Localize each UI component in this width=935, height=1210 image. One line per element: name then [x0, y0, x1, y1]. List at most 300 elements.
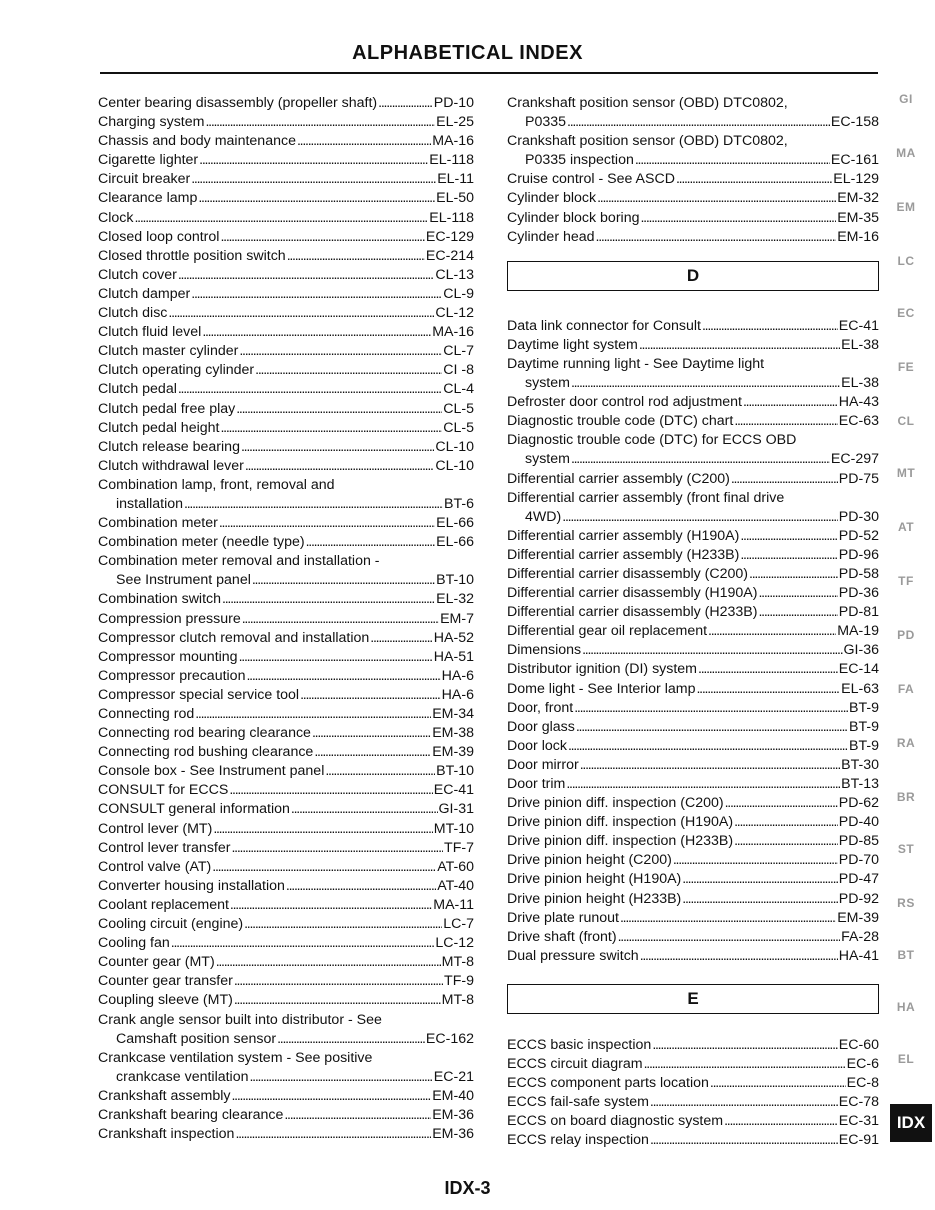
- entry-line: [98, 285, 474, 304]
- dot-leader: [640, 947, 838, 966]
- dot-leader: [235, 1125, 431, 1144]
- dot-leader: [171, 934, 435, 953]
- entry-page-ref: EM-38: [432, 725, 474, 742]
- dot-leader: [220, 419, 442, 438]
- entry-text: Coupling sleeve (MT): [98, 992, 233, 1009]
- entry-page-ref: AT-40: [437, 877, 474, 894]
- index-entry: [98, 438, 474, 457]
- dot-leader: [566, 775, 840, 794]
- entry-page-ref: MA-11: [433, 896, 474, 913]
- index-entry: [98, 610, 474, 629]
- entry-line: [98, 858, 474, 877]
- entry-line: [507, 909, 879, 928]
- index-entry: [507, 470, 879, 489]
- index-entry: [98, 896, 474, 915]
- entry-text: Closed throttle position switch: [98, 247, 286, 264]
- entry-page-ref: EC-129: [425, 228, 474, 245]
- entry-text: Drive plate runout: [507, 909, 619, 926]
- entry-page-ref: EL-32: [436, 591, 474, 608]
- dot-leader: [734, 832, 838, 851]
- entry-line: [98, 667, 474, 686]
- section-tab-tf[interactable]: TF: [898, 574, 914, 588]
- entry-line: [98, 209, 474, 228]
- section-tab-bt[interactable]: BT: [897, 948, 915, 962]
- entry-text: Center bearing disassembly (propeller shaft): [98, 95, 378, 111]
- entry-text: Diagnostic trouble code (DTC) chart: [507, 413, 734, 430]
- dot-leader: [195, 705, 431, 724]
- dot-leader: [286, 877, 436, 896]
- entry-text: Combination meter (needle type): [98, 534, 305, 551]
- dot-leader: [184, 495, 443, 514]
- entry-page-ref: EL-25: [436, 114, 474, 131]
- entry-text: Control lever transfer: [98, 839, 231, 856]
- index-entry: [507, 1036, 879, 1055]
- dot-leader: [725, 794, 838, 813]
- entry-page-ref: BT-13: [841, 776, 879, 792]
- index-entry: [507, 355, 879, 393]
- entry-page-ref: BT-9: [849, 737, 879, 754]
- section-tab-mt[interactable]: MT: [896, 466, 916, 480]
- entry-page-ref: EL-118: [429, 209, 474, 226]
- entry-page-ref: MT-8: [441, 954, 474, 971]
- entry-line: [507, 680, 879, 699]
- entry-page-ref: PD-92: [838, 890, 879, 907]
- entry-line: [98, 743, 474, 762]
- entry-line: [98, 724, 474, 743]
- entry-line: [507, 565, 879, 584]
- entry-line: [507, 947, 879, 966]
- index-entry: [98, 972, 474, 991]
- index-entry: [507, 1131, 879, 1150]
- entry-page-ref: EM-34: [432, 706, 474, 722]
- entry-page-ref: EL-63: [841, 680, 879, 697]
- index-entry: [507, 489, 879, 527]
- entry-page-ref: TF-9: [444, 973, 474, 990]
- entry-text: Dual pressure switch: [507, 947, 639, 964]
- entry-text: Circuit breaker: [98, 171, 191, 188]
- index-entry: [98, 1106, 474, 1125]
- entry-text: Compression pressure: [98, 610, 241, 627]
- entry-text: Compressor precaution: [98, 667, 246, 684]
- entry-line: [98, 94, 474, 113]
- entry-text: Differential carrier assembly (H190A): [507, 527, 740, 544]
- index-entry: [507, 584, 879, 603]
- dot-leader: [231, 839, 443, 858]
- section-tab-idx[interactable]: IDX: [890, 1104, 932, 1142]
- entry-text: Differential carrier disassembly (C200): [507, 565, 749, 582]
- entry-page-ref: PD-52: [838, 527, 879, 544]
- entry-line: [98, 151, 474, 170]
- entry-text: crankcase ventilation: [116, 1068, 249, 1085]
- entry-line: [98, 457, 474, 476]
- dot-leader: [650, 1131, 838, 1150]
- index-entry: [98, 629, 474, 648]
- entry-text: Data link connector for Consult: [507, 317, 701, 334]
- section-tab-ra[interactable]: RA: [896, 736, 916, 750]
- entry-line: [98, 342, 474, 361]
- entry-page-ref: EC-60: [838, 1036, 879, 1053]
- entry-page-ref: GI-36: [843, 642, 879, 659]
- index-entry: [98, 1049, 474, 1087]
- entry-page-ref: MA-16: [432, 133, 474, 150]
- entry-line: [98, 877, 474, 896]
- index-entry: [507, 336, 879, 355]
- entry-page-ref: CL-9: [443, 285, 474, 302]
- title-rule: [100, 72, 878, 74]
- entry-text: Combination switch: [98, 591, 222, 608]
- entry-line: [98, 533, 474, 552]
- entry-page-ref: EM-35: [837, 209, 879, 226]
- entry-line: [98, 266, 474, 285]
- index-entry: [98, 953, 474, 972]
- section-tab-st[interactable]: ST: [897, 842, 915, 856]
- section-tab-cl[interactable]: CL: [897, 414, 915, 428]
- dot-leader: [582, 641, 842, 660]
- dot-leader: [250, 1068, 433, 1087]
- index-entry: [98, 514, 474, 533]
- index-entry: [98, 94, 474, 113]
- entry-page-ref: EM-40: [432, 1087, 474, 1104]
- index-entry: [98, 590, 474, 609]
- section-tab-fa[interactable]: FA: [897, 682, 915, 696]
- entry-line: [98, 686, 474, 705]
- index-entry: [507, 412, 879, 431]
- dot-leader: [291, 800, 438, 819]
- entry-line: [98, 228, 474, 247]
- dot-leader: [710, 1074, 846, 1093]
- entry-line: [507, 775, 879, 794]
- entry-text: Drive pinion height (H190A): [507, 871, 682, 888]
- entry-text: Connecting rod: [98, 706, 195, 722]
- entry-page-ref: PD-47: [838, 871, 879, 888]
- entry-page-ref: HA-51: [433, 648, 474, 665]
- dot-leader: [378, 94, 433, 113]
- entry-line: [98, 361, 474, 380]
- entry-page-ref: CL-4: [443, 381, 474, 398]
- entry-line: [98, 1068, 474, 1087]
- dot-leader: [297, 132, 431, 151]
- entry-page-ref: PD-81: [838, 604, 879, 621]
- entry-page-ref: LC-7: [443, 916, 474, 933]
- entry-text: Clutch operating cylinder: [98, 362, 255, 379]
- entry-page-ref: EL-38: [841, 375, 879, 392]
- entry-text: Clock: [98, 209, 134, 226]
- dot-leader: [244, 915, 442, 934]
- section-tab-lc[interactable]: LC: [897, 254, 915, 268]
- entry-text: Drive pinion diff. inspection (C200): [507, 795, 724, 812]
- dot-leader: [682, 870, 837, 889]
- entry-text: Dimensions: [507, 642, 582, 659]
- dot-leader: [644, 1055, 846, 1074]
- index-entry: [507, 890, 879, 909]
- page-title: ALPHABETICAL INDEX: [352, 42, 583, 64]
- entry-line: [98, 800, 474, 819]
- entry-line: [507, 794, 879, 813]
- dot-leader: [191, 285, 442, 304]
- index-entry: [507, 680, 879, 699]
- index-entry: [98, 476, 474, 514]
- dot-leader: [255, 361, 442, 380]
- entry-page-ref: MA-19: [837, 623, 879, 640]
- entry-text: ECCS component parts location: [507, 1075, 709, 1092]
- dot-leader: [216, 953, 441, 972]
- index-entry: [98, 400, 474, 419]
- dot-leader: [199, 151, 428, 170]
- entry-page-ref: EC-158: [830, 114, 879, 131]
- entry-text: Clutch withdrawal lever: [98, 457, 244, 474]
- dot-leader: [731, 470, 838, 489]
- entry-line: [507, 1112, 879, 1131]
- entry-line: [507, 113, 879, 132]
- index-entry: [98, 762, 474, 781]
- entry-page-ref: GI-31: [438, 801, 474, 818]
- entry-text: Clutch release bearing: [98, 438, 240, 455]
- entry-text: Crankshaft assembly: [98, 1087, 231, 1104]
- dot-leader: [229, 781, 432, 800]
- section-tab-ha[interactable]: HA: [896, 1000, 916, 1014]
- entry-text: Differential carrier disassembly (H233B): [507, 604, 758, 621]
- entry-page-ref: EC-63: [838, 413, 879, 430]
- entry-page-ref: CL-10: [435, 457, 474, 474]
- dot-leader: [635, 151, 830, 170]
- index-entry: [98, 533, 474, 552]
- entry-text: Diagnostic trouble code (DTC) for ECCS OBD: [507, 432, 797, 449]
- entry-text: Connecting rod bushing clearance: [98, 744, 314, 761]
- entry-text: Cooling circuit (engine): [98, 916, 244, 933]
- entry-line: [98, 419, 474, 438]
- entry-text: P0335: [525, 114, 567, 131]
- dot-leader: [220, 228, 424, 247]
- dot-leader: [212, 858, 436, 877]
- entry-line: [507, 1131, 879, 1150]
- entry-line: [507, 1036, 879, 1055]
- entry-text: Differential carrier assembly (front final drive: [507, 489, 785, 506]
- entry-text: system: [525, 451, 570, 468]
- entry-page-ref: CL-12: [435, 305, 474, 322]
- index-entry: [507, 870, 879, 889]
- entry-line: [507, 813, 879, 832]
- entry-line: [98, 590, 474, 609]
- entry-line: [507, 584, 879, 603]
- entry-line: [98, 820, 474, 839]
- entry-line: [98, 705, 474, 724]
- entry-text: Clutch pedal height: [98, 419, 220, 436]
- entry-line: [507, 832, 879, 851]
- dot-leader: [734, 412, 837, 431]
- section-tab-ec[interactable]: EC: [897, 306, 915, 320]
- entry-page-ref: EC-297: [830, 451, 879, 468]
- entry-page-ref: PD-62: [838, 795, 879, 812]
- dot-leader: [696, 680, 840, 699]
- entry-text: ECCS fail-safe system: [507, 1094, 649, 1111]
- entry-page-ref: EM-7: [440, 610, 474, 627]
- section-tab-rs[interactable]: RS: [897, 896, 915, 910]
- dot-leader: [312, 724, 431, 743]
- index-entry: [98, 743, 474, 762]
- section-tab-at[interactable]: AT: [897, 520, 915, 534]
- dot-leader: [314, 743, 431, 762]
- entry-text: 4WD): [525, 508, 562, 525]
- entry-line: [507, 412, 879, 431]
- entry-page-ref: EC-214: [425, 247, 474, 264]
- entry-text: Clutch fluid level: [98, 324, 202, 341]
- entry-text: Cylinder block: [507, 190, 597, 207]
- index-entry: [98, 266, 474, 285]
- entry-text: Door glass: [507, 718, 575, 735]
- entry-line: [507, 228, 879, 247]
- entry-text: Drive pinion height (H233B): [507, 890, 682, 907]
- index-entry: [507, 1055, 879, 1074]
- entry-text: Charging system: [98, 114, 205, 131]
- entry-page-ref: HA-6: [441, 667, 474, 684]
- dot-leader: [650, 1093, 838, 1112]
- dot-leader: [239, 648, 433, 667]
- index-entry: [98, 361, 474, 380]
- entry-page-ref: EC-78: [838, 1094, 879, 1111]
- index-entry: [98, 705, 474, 724]
- entry-text: Cylinder block boring: [507, 209, 640, 226]
- entry-list-e: [507, 1036, 879, 1151]
- entry-line: [98, 304, 474, 323]
- entry-text: Camshaft position sensor: [116, 1030, 277, 1047]
- section-header-e: E: [507, 984, 879, 1014]
- entry-line: [98, 991, 474, 1010]
- entry-page-ref: EL-11: [437, 171, 474, 188]
- entry-text: Compressor mounting: [98, 648, 238, 665]
- index-entry: [507, 622, 879, 641]
- entry-page-ref: EM-32: [837, 190, 879, 207]
- entry-line: [98, 571, 474, 590]
- entry-text: ECCS circuit diagram: [507, 1056, 643, 1073]
- entry-text: Cruise control - See ASCD: [507, 171, 675, 188]
- entry-text: Clutch damper: [98, 285, 191, 302]
- entry-text: Crankshaft position sensor (OBD) DTC0802,: [507, 133, 788, 150]
- dot-leader: [325, 762, 435, 781]
- entry-page-ref: EC-91: [838, 1132, 879, 1149]
- entry-text: Combination lamp, front, removal and: [98, 476, 335, 493]
- dot-leader: [620, 909, 836, 928]
- entry-page-ref: CL-7: [443, 343, 474, 360]
- dot-leader: [252, 571, 435, 590]
- entry-text: Differential carrier assembly (H233B): [507, 546, 740, 563]
- entry-page-ref: CL-13: [435, 266, 474, 283]
- dot-leader: [230, 896, 432, 915]
- entry-page-ref: EC-31: [838, 1113, 879, 1130]
- index-entry: [98, 648, 474, 667]
- index-entry: [98, 189, 474, 208]
- entry-text: Connecting rod bearing clearance: [98, 725, 311, 742]
- entry-page-ref: AT-60: [437, 858, 474, 875]
- entry-line: [98, 189, 474, 208]
- index-entry: [507, 170, 879, 189]
- entry-page-ref: PD-30: [838, 508, 879, 525]
- dot-leader: [734, 813, 838, 832]
- entry-page-ref: BT-6: [444, 495, 474, 512]
- entry-text: Combination meter: [98, 515, 218, 532]
- entry-text: P0335 inspection: [525, 152, 634, 169]
- entry-line: [98, 400, 474, 419]
- index-entry: [98, 1011, 474, 1049]
- entry-line: [507, 508, 879, 527]
- index-entry: [507, 1093, 879, 1112]
- entry-page-ref: PD-70: [838, 852, 879, 869]
- index-entry: [98, 209, 474, 228]
- entry-line: [98, 514, 474, 533]
- entry-line: [98, 1087, 474, 1106]
- entry-line: [507, 546, 879, 565]
- section-header-d: D: [507, 261, 879, 291]
- index-entry: [98, 724, 474, 743]
- entry-page-ref: BT-9: [849, 718, 879, 735]
- dot-leader: [191, 170, 436, 189]
- entry-line: [507, 737, 879, 756]
- dot-leader: [574, 699, 848, 718]
- entry-text: Clutch cover: [98, 266, 177, 283]
- index-entry: [507, 393, 879, 412]
- entry-text: ECCS relay inspection: [507, 1132, 649, 1149]
- entry-text: Clearance lamp: [98, 190, 198, 207]
- entry-page-ref: EL-118: [429, 152, 474, 169]
- entry-line: [507, 928, 879, 947]
- entry-text: ECCS basic inspection: [507, 1036, 652, 1053]
- section-tab-br[interactable]: BR: [896, 790, 916, 804]
- entry-page-ref: HA-52: [433, 629, 474, 646]
- entry-line: [507, 527, 879, 546]
- index-entry: [98, 228, 474, 247]
- dot-leader: [708, 622, 836, 641]
- index-entry: [507, 794, 879, 813]
- index-entry: [507, 699, 879, 718]
- entry-text: Door, front: [507, 699, 574, 716]
- section-tab-gi[interactable]: GI: [899, 92, 913, 106]
- entry-page-ref: HA-41: [838, 947, 879, 964]
- entry-text: Control lever (MT): [98, 820, 213, 837]
- entry-text: Drive pinion diff. inspection (H190A): [507, 814, 734, 831]
- index-entry: [98, 781, 474, 800]
- dot-leader: [202, 323, 431, 342]
- entry-line: [507, 756, 879, 775]
- section-tab-fe[interactable]: FE: [897, 360, 915, 374]
- section-tab-pd[interactable]: PD: [897, 628, 915, 642]
- section-tab-ma[interactable]: MA: [896, 146, 916, 160]
- entry-text: Counter gear transfer: [98, 973, 233, 990]
- entry-text: Crankshaft position sensor (OBD) DTC0802,: [507, 95, 788, 111]
- entry-page-ref: PD-85: [838, 833, 879, 850]
- index-entry: [98, 247, 474, 266]
- entry-line: [98, 762, 474, 781]
- dot-leader: [618, 928, 841, 947]
- entry-line: [98, 1125, 474, 1144]
- index-entry: [98, 934, 474, 953]
- dot-leader: [596, 228, 837, 247]
- dot-leader: [758, 584, 837, 603]
- section-tab-el[interactable]: EL: [897, 1052, 915, 1066]
- entry-line: [98, 113, 474, 132]
- entry-text: Clutch pedal free play: [98, 400, 236, 417]
- entry-text: Compressor clutch removal and installation: [98, 629, 370, 646]
- entry-page-ref: LC-12: [435, 935, 474, 952]
- entry-page-ref: MT-8: [441, 992, 474, 1009]
- entry-text: CONSULT for ECCS: [98, 782, 229, 799]
- section-tab-em[interactable]: EM: [896, 200, 916, 214]
- entry-line: [98, 972, 474, 991]
- entry-line: [98, 781, 474, 800]
- index-entry: [98, 686, 474, 705]
- index-entry: [98, 285, 474, 304]
- entry-page-ref: EL-50: [436, 190, 474, 207]
- entry-text: Cigarette lighter: [98, 152, 199, 169]
- entry-line: [98, 132, 474, 151]
